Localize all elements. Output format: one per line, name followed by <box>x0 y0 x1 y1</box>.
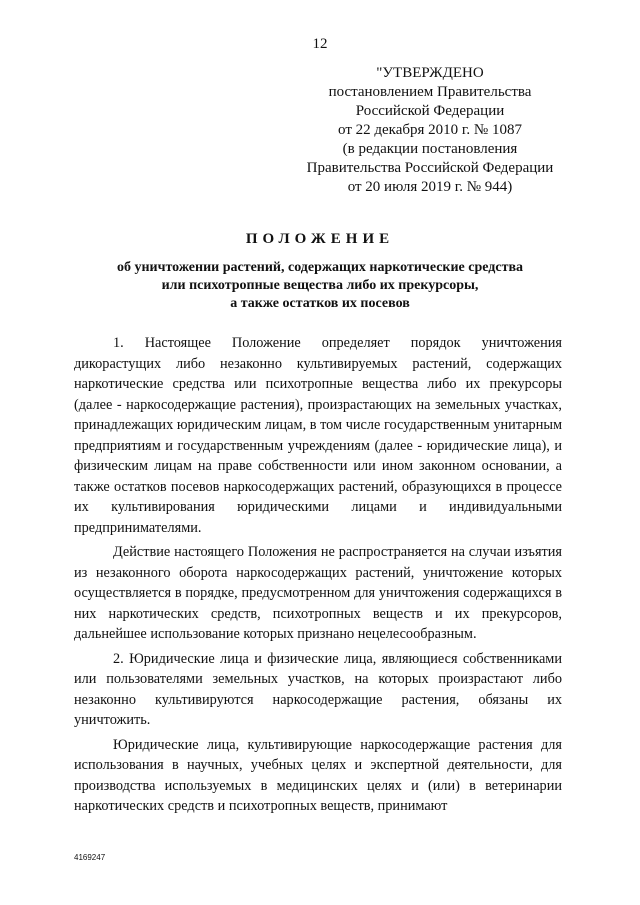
approval-line: от 20 июля 2019 г. № 944) <box>347 179 513 195</box>
paragraph: Юридические лица, культивирующие наркосодержащие растения для использования в научных, учебных целях и экспертной деятельности, для производства используемых в медицинских целях и (или) в ветеринарии наркотических средств и психотропных веществ, принимают <box>74 736 562 814</box>
approval-line: от 22 декабря 2010 г. № 1087 <box>338 122 522 138</box>
approval-line: Правительства Российской Федерации <box>306 160 554 176</box>
document-id: 4169247 <box>74 853 106 862</box>
subtitle-line: или психотропные вещества либо их прекурсоры, <box>161 278 479 293</box>
document-body <box>74 333 562 821</box>
approval-line: "УТВЕРЖДЕНО <box>376 65 484 81</box>
paragraph: Действие настоящего Положения не распространяется на случаи изъятия из незаконного оборота наркосодержащих растений, уничтожение которых осуществляется в порядке, предусмотренном для уничтожения содержащихся в них наркотических средств, психотропных веществ и их прекурсоров, дальнейшее использование которых признано нецелесообразным. <box>74 544 562 642</box>
page-number: 12 <box>312 36 328 52</box>
document-subtitle <box>60 259 580 313</box>
approval-line: Российской Федерации <box>355 103 505 119</box>
paragraph: 1. Настоящее Положение определяет порядок уничтожения дикорастущих либо незаконно культивируемых растений, содержащих наркотические средства или психотропные вещества либо их прекурсоры (далее - наркосодержащие растения), произрастающих на земельных участках, принадлежащих юридическим лицам, в том числе государственным унитарным предприятиям и государственным учреждениям (далее - юридические лица), и физическим лицам на праве собственности или ином законном основании, а также остатков посевов наркосодержащих растений, образующихся в процессе их культивирования юридическими лицами и индивидуальными предпринимателями. <box>74 335 562 536</box>
approval-stamp <box>290 64 570 197</box>
subtitle-line: а также остатков их посевов <box>230 296 410 311</box>
document-title: ПОЛОЖЕНИЕ <box>245 231 395 247</box>
subtitle-line: об уничтожении растений, содержащих наркотические средства <box>116 260 524 275</box>
approval-line: постановлением Правительства <box>328 84 532 100</box>
paragraph: 2. Юридические лица и физические лица, являющиеся собственниками или пользователями земельных участков, на которых произрастают либо незаконно культивируются наркосодержащие растения, обязаны их уничтожить. <box>74 650 562 728</box>
approval-line: (в редакции постановления <box>342 141 518 157</box>
